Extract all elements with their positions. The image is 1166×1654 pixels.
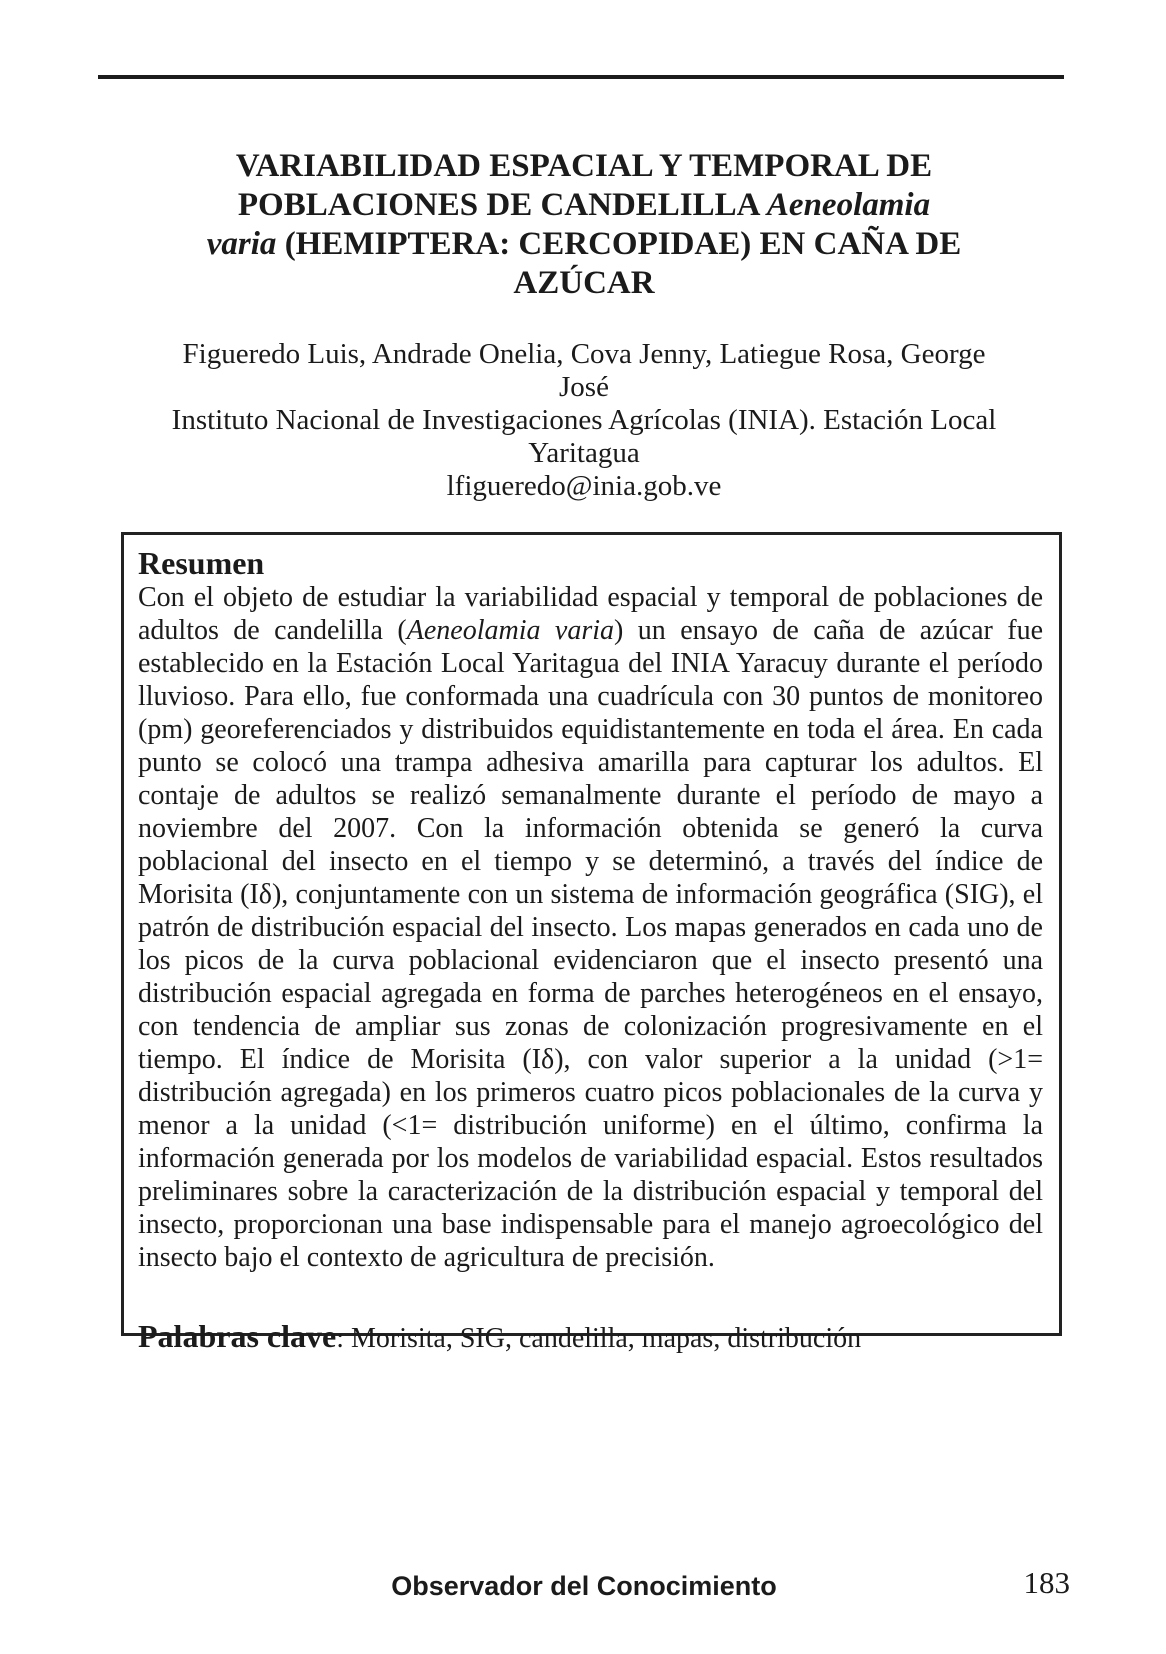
- header-rule: [98, 75, 1064, 79]
- paper-title-line: [114, 147, 1054, 186]
- keywords-row: [138, 1318, 1043, 1357]
- abstract-paragraph: [138, 581, 1043, 1274]
- journal-name: Observador del Conocimiento: [391, 1571, 777, 1601]
- authors-block: [114, 338, 1054, 503]
- italic-text-segment: Aeneolamia: [766, 187, 931, 223]
- paper-title-line: [114, 186, 1054, 225]
- text-segment: ) un ensayo de caña de azúcar fue establecido en la Estación Local Yaritagua del INIA Yaracuy durante el período lluvioso. Para ello, fue conformada una cuadrícula con 30 puntos de monitoreo (pm) georeferenciados y distribuidos equidistantemente en toda el área. En cada punto se colocó una trampa adhesiva amarilla para capturar los adultos. El contaje de adultos se realizó semanalmente durante el período de mayo a noviembre del 2007. Con la información obtenida se generó la curva poblacional del insecto en el tiempo y se determinó, a través del índice de Morisita (Iδ), conjuntamente con un sistema de información geográfica (SIG), el patrón de distribución espacial del insecto. Los mapas generados en cada uno de los picos de la curva poblacional evidenciaron que el insecto presentó una distribución espacial agregada en forma de parches heterogéneos en el ensayo, con tendencia de ampliar sus zonas de colonización progresivamente en el tiempo. El índice de Morisita (Iδ), con valor superior a la unidad (>1= distribución agregada) en los primeros cuatro picos poblacionales de la curva y menor a la unidad (<1= distribución uniforme) en el último, confirma la información generada por los modelos de variabilidad espacial. Estos resultados preliminares sobre la caracterización de la distribución espacial y temporal del insecto, proporcionan una base indispensable para el manejo agroecológico del insecto bajo el contexto de agricultura de precisión.: [138, 615, 1044, 1273]
- abstract-heading: Resumen: [138, 545, 265, 581]
- keywords-text: : Morisita, SIG, candelilla, mapas, distribución: [336, 1323, 862, 1354]
- text-segment: Con el objeto de estudiar la variabilidad espacial y temporal de poblaciones de adultos de candelilla (: [138, 582, 1043, 646]
- abstract-box: [121, 532, 1062, 1354]
- paper-title-line: [114, 264, 1054, 303]
- keywords-label: Palabras clave: [138, 1318, 337, 1354]
- text-segment: (HEMIPTERA: CERCOPIDAE) EN CAÑA DE: [276, 226, 962, 262]
- author-affiliation-line: Yaritagua: [528, 437, 640, 469]
- text-segment: VARIABILIDAD ESPACIAL Y TEMPORAL DE: [235, 148, 933, 184]
- author-affiliation-line: Figueredo Luis, Andrade Onelia, Cova Jenny, Latiegue Rosa, George: [182, 338, 986, 370]
- text-segment: AZÚCAR: [513, 265, 655, 301]
- paper-title-line: [114, 225, 1054, 264]
- paper-title: [114, 147, 1054, 303]
- italic-text-segment: Aeneolamia varia: [406, 615, 615, 646]
- italic-text-segment: varia: [206, 226, 277, 262]
- author-affiliation-line: José: [559, 371, 609, 403]
- page-number: 183: [1023, 1565, 1070, 1600]
- author-affiliation-line: Instituto Nacional de Investigaciones Agrícolas (INIA). Estación Local: [171, 404, 997, 436]
- author-affiliation-line: lfigueredo@inia.gob.ve: [446, 470, 722, 502]
- text-segment: POBLACIONES DE CANDELILLA: [237, 187, 767, 223]
